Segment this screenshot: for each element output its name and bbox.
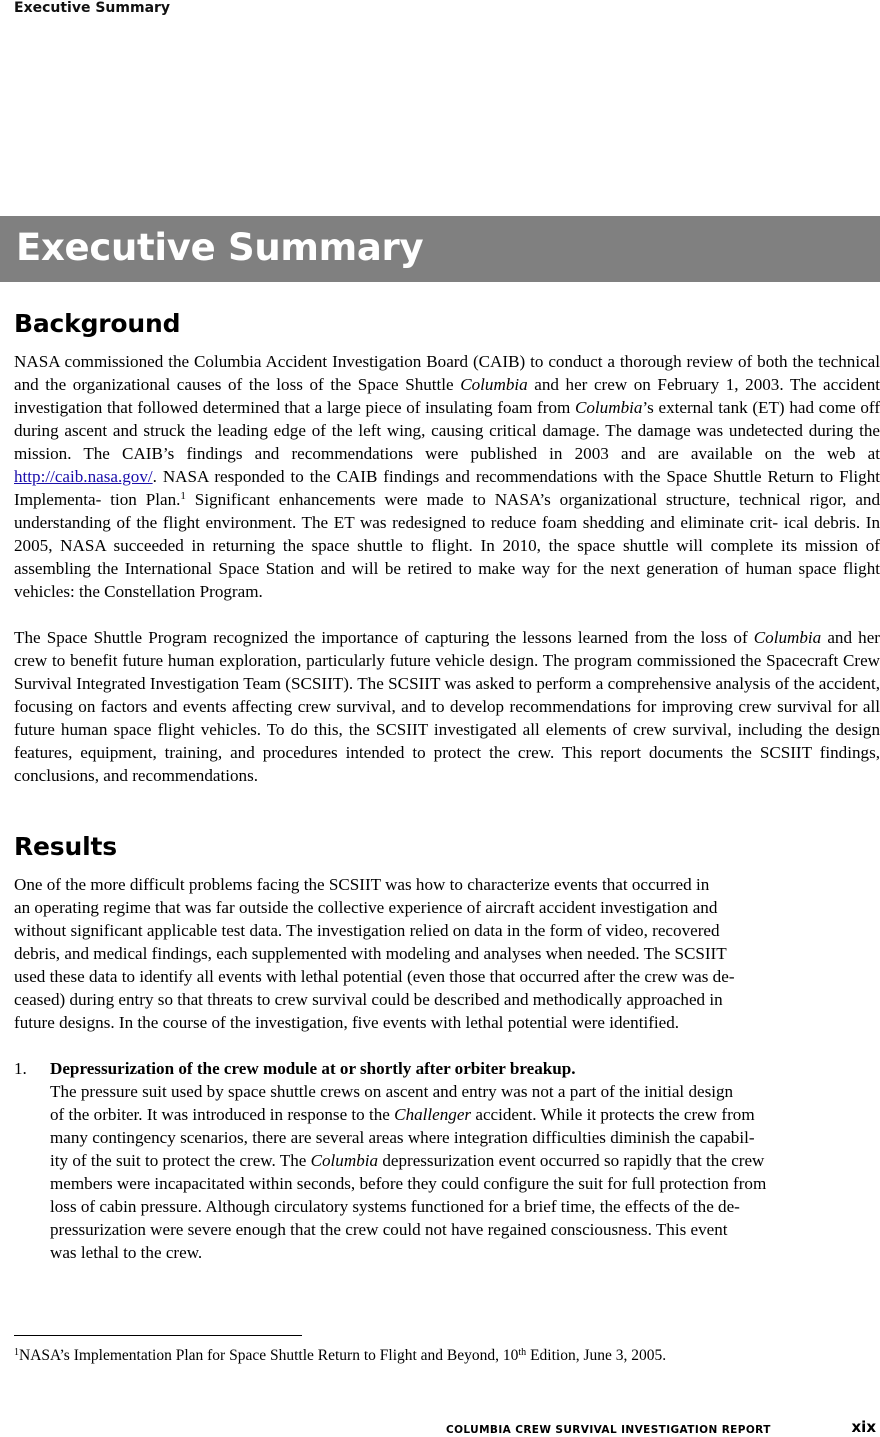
footnote-divider	[14, 1335, 302, 1336]
main-content	[14, 300, 880, 1264]
list-item	[14, 1057, 880, 1264]
results-paragraph-1: One of the more difficult problems facing the SCSIIT was how to characterize events that occurred in an operating regime that was far outside the collective experience of aircraft accident investigation and without significant applicable test data. The investigation relied on data in the form of video, recovered debris, and medical findings, each supplemented with modeling and analyses when needed. The SCSIIT used these data to identify all events with lethal potential (even those that occurred after the crew was de- ceased) during entry so that threats to crew survival could be described and methodically approached in future designs. In the course of the investigation, five events with lethal potential were identified.	[14, 875, 735, 1032]
results-heading: Results	[14, 832, 117, 861]
title-banner	[0, 216, 880, 282]
background-paragraph-2: The Space Shuttle Program recognized the importance of capturing the lessons learned from the loss of Columbia and her crew to benefit future human exploration, particularly future vehicle design. The program commissioned the Spacecraft Crew Survival Integrated Investigation Team (SCSIIT). The SCSIIT was asked to perform a comprehensive analysis of the accident, focusing on factors and events affecting crew survival, and to develop recommendations for improving crew survival for all future human space flight vehicles. To do this, the SCSIIT investigated all elements of crew survival, including the design features, equipment, training, and procedures intended to protect the crew. This report documents the SCSIIT findings, conclusions, and recommendations.	[14, 628, 880, 785]
running-header: Executive Summary	[14, 0, 171, 16]
footnote: $^1$NASA’s Implementation Plan for Space Shuttle Return to Flight and Beyond, 10th Edition, June 3, 2005.	[14, 1347, 667, 1364]
page-title: Executive Summary	[16, 226, 424, 269]
list-number: 1.	[14, 1059, 27, 1078]
list-item-heading: Depressurization of the crew module at or shortly after orbiter breakup.	[50, 1059, 576, 1078]
background-paragraph-1: NASA commissioned the Columbia Accident Investigation Board (CAIB) to conduct a thorough review of both the technical and the organizational causes of the loss of the Space Shuttle Columbia and her crew on February 1, 2003. The accident investigation that followed determined that a large piece of insulating foam from Columbia’s external tank (ET) had come off during ascent and struck the leading edge of the left wing, causing critical damage. The damage was undetected during the mission. The CAIB’s findings and recommendations were published in 2003 and are available on the web at http://caib.nasa.gov/. NASA responded to the CAIB findings and recommendations with the Space Shuttle Return to Flight Implementa- tion Plan.$^1$ Significant enhancements were made to NASA’s organizational structure, technical rigor, and understanding of the flight environment. The ET was redesigned to reduce foam shedding and eliminate crit- ical debris. In 2005, NASA succeeded in returning the space shuttle to flight. In 2010, the space shuttle will complete its mission of assembling the International Space Station and will be retired to make way for the next generation of human space flight vehicles: the Constellation Program.	[14, 352, 880, 601]
background-section	[14, 300, 880, 787]
results-section	[14, 823, 880, 1264]
footnote-marker[interactable]: 1	[180, 490, 186, 502]
footer-report-title: COLUMBIA CREW SURVIVAL INVESTIGATION REPORT	[446, 1424, 771, 1436]
list-item-text: Depressurization of the crew module at or shortly after orbiter breakup. The pressure suit used by space shuttle crews on ascent and entry was not a part of the initial design of the orbiter. It was introduced in response to the Challenger accident. While it protects the crew from many contingency scenarios, there are several areas where integration difficulties diminish the capabil- ity of the suit to protect the crew. The Columbia depressurization event occurred so rapidly that the crew members were incapacitated within seconds, before they could configure the suit for full protection from loss of cabin pressure. Although circulatory systems functioned for a brief time, the effects of the de- pressurization were severe enough that the crew could not have regained consciousness. This event was lethal to the crew.	[50, 1059, 767, 1262]
page-number: xix	[851, 1418, 876, 1436]
background-heading: Background	[14, 309, 181, 338]
caib-link[interactable]: http://caib.nasa.gov/	[14, 467, 153, 486]
